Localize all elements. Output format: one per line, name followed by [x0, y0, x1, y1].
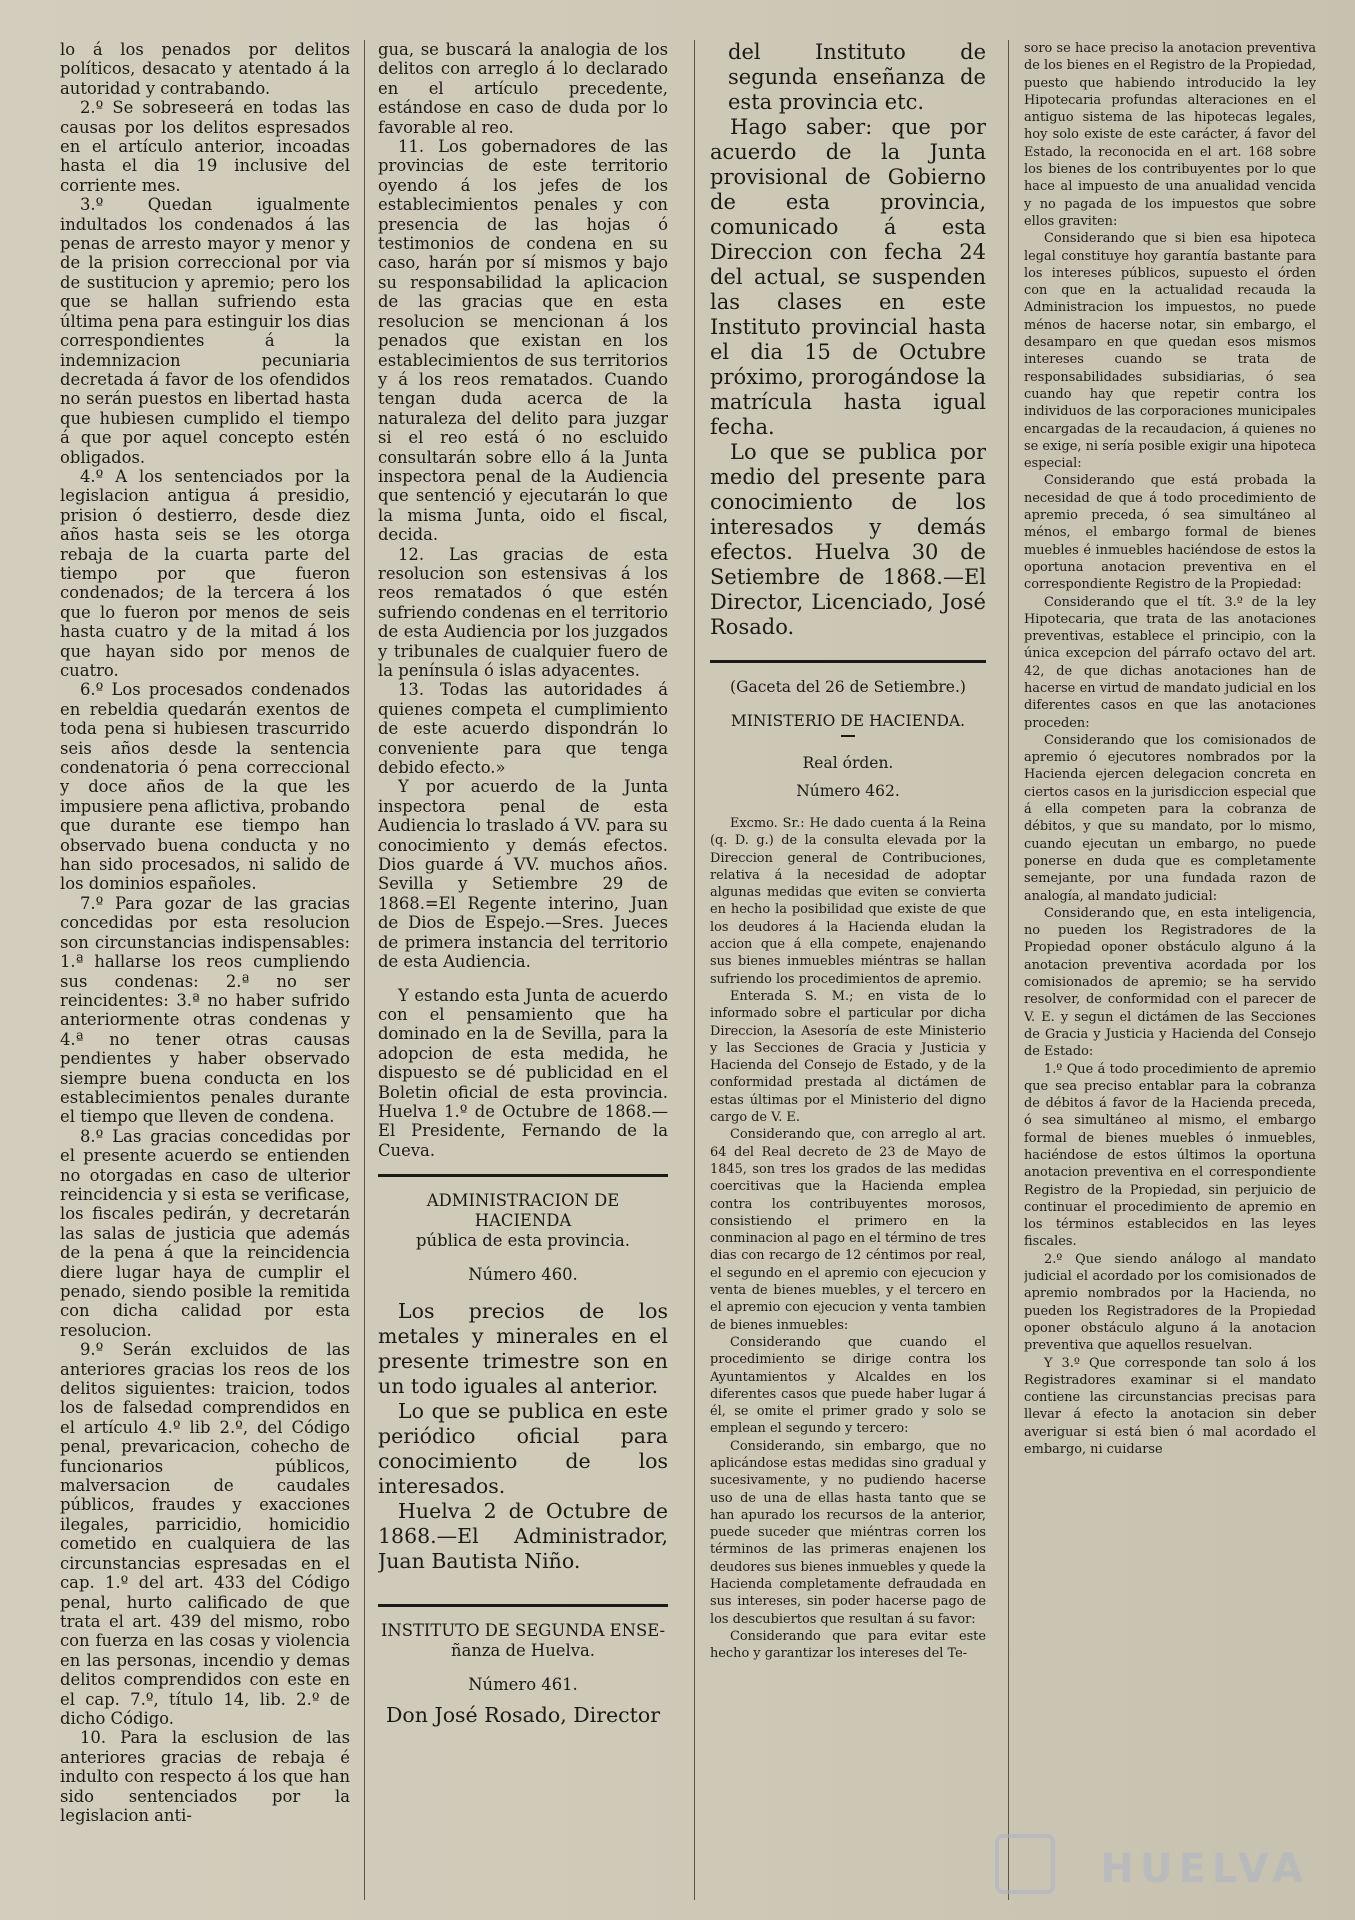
notice-number: Número 461.: [468, 1675, 578, 1695]
notice-number: Número 462.: [796, 782, 900, 800]
watermark-seal-icon: [995, 1834, 1055, 1894]
paragraph: Considerando que cuando el procedimiento se dirige contra los Ayuntamientos y Alcaldes en los diferentes casos que puede haber lugar á él, se omite el primer grado y solo se emplean el segundo y tercero:: [710, 1334, 986, 1437]
paragraph: Los precios de los metales y minerales en el presente trimestre son en un todo iguales al anterior.: [378, 1299, 668, 1399]
section-heading: ADMINISTRACION DE HACIENDA: [426, 1191, 620, 1231]
paragraph: Considerando que el tít. 3.º de la ley Hipotecaria, que trata de las anotaciones preventivas, establece el principio, con la única excepcion del párrafo octavo del art. 42, de que dichas anotaciones han de hacerse en virtud de mandato judicial en los diferentes casos en que las anotaciones proceden:: [1024, 594, 1316, 731]
spacer: [378, 972, 668, 986]
paragraph: 1.º Que á todo procedimiento de apremio que sea preciso entablar para la cobranza de débitos á favor de la Hacienda preceda, ó sea simultáneo al mismo, el embargo formal de bienes muebles ó inmuebles, haciéndose de estos últimos la oportuna anotacion preventiva en el correspondiente Registro de la Propiedad, sin perjuicio de continuar el procedimiento de apremio en los términos establecidos en las leyes fiscales.: [1024, 1061, 1316, 1250]
paragraph: soro se hace preciso la anotacion preventiva de los bienes en el Registro de la Propiedad, puesto que habiendo introducido la ley Hipotecaria profundas alteraciones en el antiguo sistema de las hipotecas legales, hoy solo existe de este carácter, á favor del Estado, la reconocida en el art. 168 sobre los bienes de los contribuyentes por lo que hace al impuesto de una anualidad vencida y no pagada de los impuestos que sobre ellos graviten:: [1024, 41, 1316, 229]
paragraph: 7.º Para gozar de las gracias concedidas por esta resolucion son circunstancias indispensables: 1.ª hallarse los reos cumpliendo sus condenas: 2.ª no ser reincidentes: 3.ª no haber sufrido anteriormente otras condenas y 4.ª no tener otras causas pendientes y haber observado siempre buena conducta en los establecimientos penales durante el tiempo que lleven de condena.: [60, 893, 350, 1127]
paragraph: lo á los penados por delitos políticos, desacato y atentado á la autoridad y contrabando.: [60, 40, 350, 98]
paragraph: Considerando, sin embargo, que no aplicándose estas medidas sino gradual y sucesivamente, y no pudiendo hacerse uso de una de ellas hasta tanto que se han apurado los recursos de la anterior, puede suceder que miéntras corren los términos de las primeras enajenen los deudores sus bienes inmuebles y quede la Hacienda completamente defraudada en sus intereses, sin poder hacerse pago de los descubiertos que resultan á su favor:: [710, 1438, 986, 1627]
spacer: [378, 1251, 668, 1265]
paragraph: 3.º Quedan igualmente indultados los condenados á las penas de arresto mayor y menor y de la prision correccional por via de sustitucion y apremio; pero los que se hallan sufriendo esta última pena para estinguir los dias correspondientes á la indemnizacion pecuniaria decretada á favor de los ofendidos no serán puestos en libertad hasta que hubiesen cumplido el tiempo á que por aquel concepto estén obligados.: [60, 195, 350, 467]
paragraph: Huelva 2 de Octubre de 1868.—El Administrador, Juan Bautista Niño.: [378, 1499, 668, 1574]
spacer: [710, 773, 986, 781]
section-heading: MINISTERIO DE HACIENDA.: [730, 712, 966, 730]
paragraph: Lo que se publica por medio del presente para conocimiento de los interesados y demás efectos. Huelva 30 de Setiembre de 1868.—El Director, Licenciado, José Rosado.: [710, 440, 986, 639]
mini-rule: [841, 735, 855, 737]
paragraph: Don José Rosado, Director: [385, 1703, 661, 1728]
spacer: [378, 1661, 668, 1675]
section-subheading: Real órden.: [802, 754, 894, 772]
paragraph: Hago saber: que por acuerdo de la Junta provisional de Gobierno de esta provincia, comunicado á esta Direccion con fecha 24 del actual, se suspenden las clases en este Instituto provincial hasta el dia 15 de Octubre próximo, prorogándose la matrícula hasta igual fecha.: [710, 115, 986, 439]
source-note: (Gaceta del 26 de Setiembre.): [730, 678, 966, 696]
paragraph: 13. Todas las autoridades á quienes competa el cumplimiento de este acuerdo dispondrán lo conveniente para que tenga debido efecto.»: [378, 680, 668, 778]
paragraph: Considerando que si bien esa hipoteca legal constituye hoy garantía bastante para los intereses públicos, supuesto el órden con que en la actualidad recauda la Administracion los impuestos, no puede ménos de hacerse notar, sin embargo, el desamparo en que quedan esos mismos intereses cuando se trata de responsabilidades subsidiarias, ó sea cuando hay que repetir contra los individuos de las corporaciones municipales encargadas de la recaudacion, á quienes no se exige, ni sería posible exigir una hipoteca especial:: [1024, 231, 1316, 472]
paragraph: 4.º A los sentenciados por la legislacion antigua á presidio, prision ó destierro, desde diez años hasta seis se les otorga rebaja de la cuarta parte del tiempo por que fueron condenados; de la tercera á los que lo fueron por menos de seis hasta cuatro y de la mitad á los que hayan sido por menos de cuatro.: [60, 466, 350, 680]
watermark: HUELVA: [1100, 1846, 1309, 1892]
section-rule: [378, 1174, 668, 1177]
paragraph: 9.º Serán excluidos de las anteriores gracias los reos de los delitos siguientes: traicion, todos los de falsedad comprendidos en el artículo 4.º lib 2.º, del Código penal, prevaricacion, cohecho de funcionarios públicos, malversacion de caudales públicos, fraudes y exacciones ilegales, parricidio, homicidio cometido en cualquiera de las circunstancias espresadas en el cap. 1.º del art. 433 del Código penal, hurto calificado de que trata el art. 439 del mismo, robo con fuerza en las cosas y violencia en las personas, incendio y demas delitos comprendidos con este en el cap. 7.º, título 14, lib. 2.º de dicho Código.: [60, 1340, 350, 1728]
paragraph: Considerando que, en esta inteligencia, no pueden los Registradores de la Propiedad oponer obstáculo alguno á la anotacion preventiva acordada por los comisionados de apremio; se ha servido resolver, de conformidad con el parecer de V. E. y segun el dictámen de las Secciones de Gracia y Justicia y Hacienda del Consejo de Estado:: [1024, 905, 1316, 1060]
column-divider: [364, 40, 365, 1900]
paragraph: Considerando que los comisionados de apremio ó ejecutores nombrados por la Hacienda ejercen delegacion concreta en ciertos casos en la jurisdiccion especial que á ella competen para la cobranza de débitos, y que su mandato, por lo mismo, cuando ejecutan un embargo, no puede ponerse en duda que es completamente semejante, por una fundada razon de analogía, al mandato judicial:: [1024, 732, 1316, 904]
paragraph: Y por acuerdo de la Junta inspectora penal de esta Audiencia lo traslado á VV. para su conocimiento y demás efectos. Dios guarde á VV. muchos años. Sevilla y Setiembre 29 de 1868.=El Regente interino, Juan de Dios de Espejo.—Sres. Jueces de primera instancia del territorio de esta Audiencia.: [378, 777, 668, 972]
section-subheading: ñanza de Huelva.: [451, 1641, 595, 1661]
paragraph: Considerando que para evitar este hecho y garantizar los intereses del Te-: [710, 1628, 986, 1662]
column-divider: [694, 40, 695, 1900]
paragraph: del Instituto de segunda enseñanza de esta provincia etc.: [728, 40, 986, 114]
paragraph: 6.º Los procesados condenados en rebeldia quedarán exentos de toda pena si hubiesen trascurrido seis años desde la sentencia condenatoria ó pena correccional y doce años de la que les impusiere pena aflictiva, probando que durante ese tiempo han observado buena conducta y no han sido procesados, ni salido de los dominios españoles.: [60, 680, 350, 894]
paragraph: Y 3.º Que corresponde tan solo á los Registradores examinar si el mandato contiene las circunstancias precisas para llevar á efecto la anotacion sin deber averiguar si está bien ó mal acordado el embargo, ni cuidarse: [1024, 1355, 1316, 1458]
paragraph: Considerando que, con arreglo al art. 64 del Real decreto de 23 de Mayo de 1845, son tres los grados de las medidas coercitivas que la Hacienda emplea contra los contribuyentes morosos, consistiendo el primero en la conminacion al pago en el término de tres dias con recargo de 12 céntimos por real, el segundo en el apremio con ejecucion y venta de bienes muebles, y el tercero en el apremio con ejecucion y venta tambien de bienes inmuebles:: [710, 1127, 986, 1333]
paragraph: Y estando esta Junta de acuerdo con el pensamiento que ha dominado en la de Sevilla, para la adopcion de esta medida, he dispuesto se dé publicidad en el Boletin oficial de esta provincia. Huelva 1.º de Octubre de 1868.—El Presidente, Fernando de la Cueva.: [378, 985, 668, 1160]
notice-number: Número 460.: [468, 1265, 578, 1285]
section-subheading: pública de esta provincia.: [416, 1231, 630, 1251]
column-1: [60, 40, 350, 1825]
paragraph: Considerando que está probada la necesidad de que á todo procedimiento de apremio preceda, ó sea simultáneo al ménos, el embargo formal de bienes muebles é inmuebles haciéndose de estos la oportuna anotacion preventiva en el correspondiente Registro de la Propiedad:: [1024, 473, 1316, 593]
spacer: [378, 1285, 668, 1299]
column-2: [378, 40, 668, 1728]
paragraph: Excmo. Sr.: He dado cuenta á la Reina (q. D. g.) de la consulta elevada por la Direccion general de Contribuciones, relativa á la necesidad de adoptar algunas medidas que eviten se convierta en hecho la posibilidad que existe de que los deudores á la Hacienda eludan la accion que á ella compete, enajenando sus bienes inmuebles miéntras se hallan sufriendo los procedimientos de apremio.: [710, 816, 986, 987]
paragraph: Enterada S. M.; en vista de lo informado sobre el particular por dicha Direccion, la Asesoría de este Ministerio y las Secciones de Gracia y Justicia y Hacienda del Consejo de Estado, y de la conformidad prestada al dictámen de estas últimas por el Ministerio del digno cargo de V. E.: [710, 988, 986, 1126]
column-3: [710, 40, 986, 1663]
paragraph: 2.º Que siendo análogo al mandato judicial el acordado por los comisionados de apremio nombrados por la Hacienda, no pueden los Registradores de la Propiedad oponer obstáculo alguno á la anotacion preventiva que aquellos resuelvan.: [1024, 1251, 1316, 1354]
section-rule: [378, 1604, 668, 1607]
paragraph: 12. Las gracias de esta resolucion son estensivas á los reos rematados ó que estén sufriendo condenas en el territorio de esta Audiencia por los juzgados y tribunales de cualquier fuero de la península ó islas adyacentes.: [378, 544, 668, 680]
spacer: [378, 1695, 668, 1703]
section-heading: INSTITUTO DE SEGUNDA ENSE-: [380, 1621, 666, 1641]
section-rule: [710, 660, 986, 663]
column-4: [1024, 40, 1316, 1458]
paragraph: gua, se buscará la analogia de los delitos con arreglo á lo declarado en el artículo precedente, estándose en caso de duda por lo favorable al reo.: [378, 40, 668, 137]
spacer: [710, 697, 986, 711]
column-divider: [1008, 40, 1009, 1900]
paragraph: 10. Para la esclusion de las anteriores gracias de rebaja é indulto con respecto á los que han sido sentenciados por la legislacion anti-: [60, 1728, 350, 1825]
spacer: [710, 801, 986, 815]
paragraph: 11. Los gobernadores de las provincias de este territorio oyendo á los jefes de los establecimientos penales y con presencia de las hojas ó testimonios de condena en su caso, harán por sí mismos y bajo su responsabilidad la aplicacion de las gracias que en esta resolucion se mencionan á los penados que existan en los establecimientos de sus territorios y á los reos rematados. Cuando tengan duda acerca de la naturaleza del delito para juzgar si el reo está ó no escluido consultarán sobre ello á la Junta inspectora penal de la Audiencia que sentenció y ejecutarán lo que la misma Junta, oido el fiscal, decida.: [378, 137, 668, 545]
paragraph: 2.º Se sobreseerá en todas las causas por los delitos espresados en el artículo anterior, incoadas hasta el dia 19 inclusive del corriente mes.: [60, 98, 350, 195]
paragraph: Lo que se publica en este periódico oficial para conocimiento de los interesados.: [378, 1399, 668, 1499]
paragraph: 8.º Las gracias concedidas por el presente acuerdo se entienden no otorgadas en caso de ulterior reincidencia y si esta se verificase, los fiscales pedirán, y decretarán las salas de justicia que además de la pena á que la reincidencia diere lugar haya de cumplir el penado, siendo posible la remitida con dicha calidad por esta resolucion.: [60, 1126, 350, 1340]
